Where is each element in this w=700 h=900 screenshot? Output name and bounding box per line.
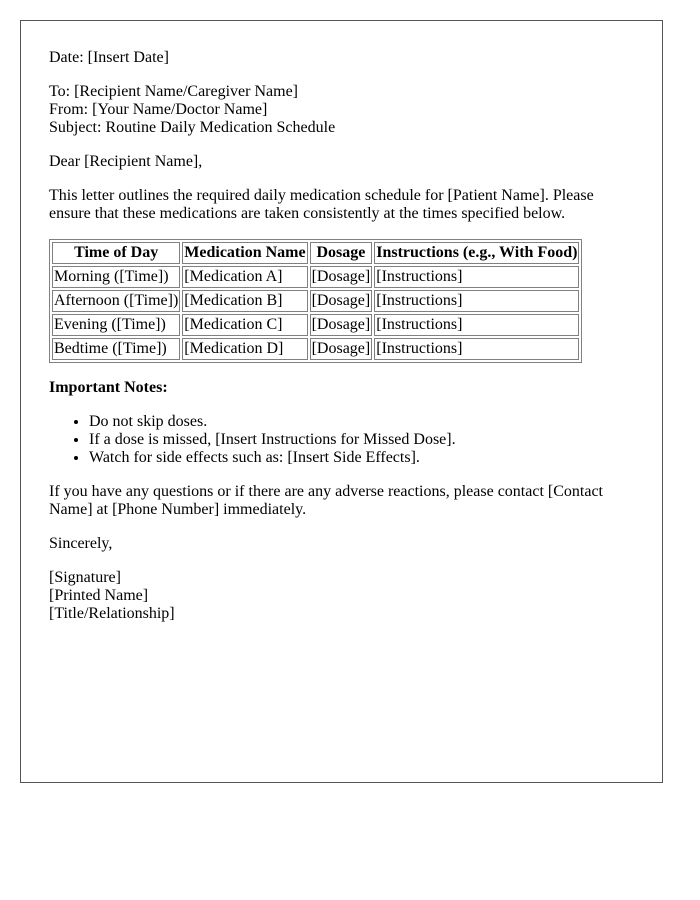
- table-row: [52, 290, 579, 312]
- header-block: [49, 83, 634, 137]
- table-cell: [Instructions]: [374, 338, 579, 360]
- notes-title: Important Notes:: [49, 379, 168, 396]
- from-line: From: [Your Name/Doctor Name]: [49, 101, 268, 118]
- list-item: • Watch for side effects such as: [Insert Side Effects].: [89, 449, 634, 467]
- column-header: Dosage: [310, 242, 373, 264]
- table-cell: [Instructions]: [374, 266, 579, 288]
- medication-table: [49, 239, 582, 363]
- table-row: [52, 338, 579, 360]
- printed-name: [Printed Name]: [49, 587, 149, 604]
- table-row: [52, 266, 579, 288]
- table-cell: [Dosage]: [310, 266, 373, 288]
- table-row: [52, 314, 579, 336]
- intro-paragraph: This letter outlines the required daily medication schedule for [Patient Name]. Please ensure that these medications are taken consistently at the times specified below.: [49, 187, 594, 222]
- table-cell: [Medication A]: [182, 266, 307, 288]
- closing: Sincerely,: [49, 535, 113, 552]
- column-header: Medication Name: [182, 242, 307, 264]
- contact-paragraph: If you have any questions or if there are any adverse reactions, please contact [Contact Name] at [Phone Number] immediately.: [49, 483, 603, 518]
- table-cell: Morning ([Time]): [52, 266, 180, 288]
- date-line: Date: [Insert Date]: [49, 49, 169, 66]
- column-header: Instructions (e.g., With Food): [374, 242, 579, 264]
- table-cell: [Instructions]: [374, 314, 579, 336]
- to-line: To: [Recipient Name/Caregiver Name]: [49, 83, 298, 100]
- table-cell: Afternoon ([Time]): [52, 290, 180, 312]
- subject-line: Subject: Routine Daily Medication Schedule: [49, 119, 336, 136]
- table-cell: [Dosage]: [310, 338, 373, 360]
- table-cell: [Medication D]: [182, 338, 307, 360]
- table-cell: Bedtime ([Time]): [52, 338, 180, 360]
- title-relationship: [Title/Relationship]: [49, 605, 175, 622]
- list-item: • If a dose is missed, [Insert Instructions for Missed Dose].: [89, 431, 634, 449]
- letter: [20, 20, 663, 783]
- table-cell: [Dosage]: [310, 314, 373, 336]
- salutation: Dear [Recipient Name],: [49, 153, 203, 170]
- table-header-row: [52, 242, 579, 264]
- signature: [Signature]: [49, 569, 121, 586]
- table-cell: [Dosage]: [310, 290, 373, 312]
- signature-block: [49, 569, 634, 623]
- table-cell: Evening ([Time]): [52, 314, 180, 336]
- table-cell: [Medication C]: [182, 314, 307, 336]
- table-cell: [Medication B]: [182, 290, 307, 312]
- list-item: • Do not skip doses.: [89, 413, 634, 431]
- column-header: Time of Day: [52, 242, 180, 264]
- table-cell: [Instructions]: [374, 290, 579, 312]
- notes-list: [49, 413, 634, 467]
